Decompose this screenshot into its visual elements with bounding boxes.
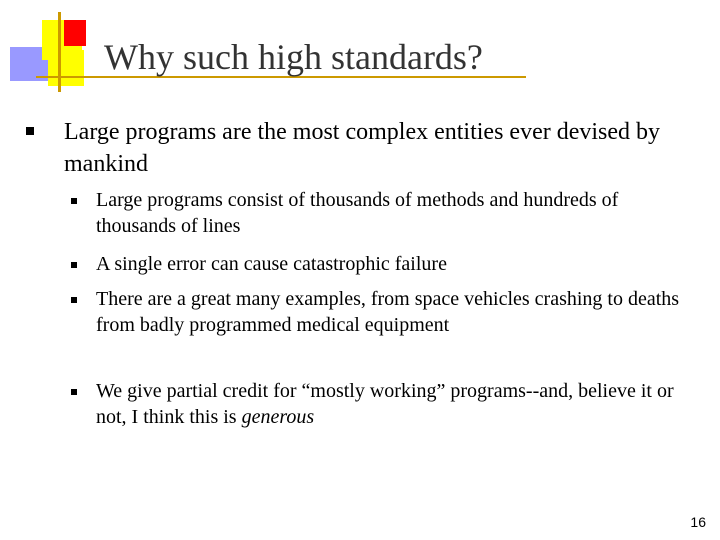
sub-bullet-text: A single error can cause catastrophic failure — [96, 253, 447, 275]
logo-yellow-square-lower — [48, 50, 84, 86]
page-number: 16 — [690, 514, 706, 530]
title-vertical-rule — [58, 12, 61, 92]
bullet-square-icon — [26, 127, 34, 135]
logo-red-square — [64, 20, 86, 46]
slide-title: Why such high standards? — [104, 37, 483, 77]
sub-bullet-text-emphasis: generous — [241, 406, 315, 428]
sub-bullet-square-icon — [71, 389, 77, 395]
bullet-level1-text: Large programs are the most complex entities ever devised by mankind — [64, 119, 661, 177]
sub-bullet-text — [96, 378, 686, 430]
sub-bullet-square-icon — [71, 262, 77, 268]
sub-bullet-text: There are a great many examples, from space vehicles crashing to deaths from badly programmed medical equipment — [96, 288, 680, 336]
sub-bullet-square-icon — [71, 297, 77, 303]
sub-bullet-square-icon — [71, 198, 77, 204]
sub-bullet-text: Large programs consist of thousands of methods and hundreds of thousands of lines — [96, 189, 619, 237]
sub-bullet-text-plain: We give partial credit for “mostly working” programs--and, believe it or not, I think this is — [96, 380, 674, 428]
